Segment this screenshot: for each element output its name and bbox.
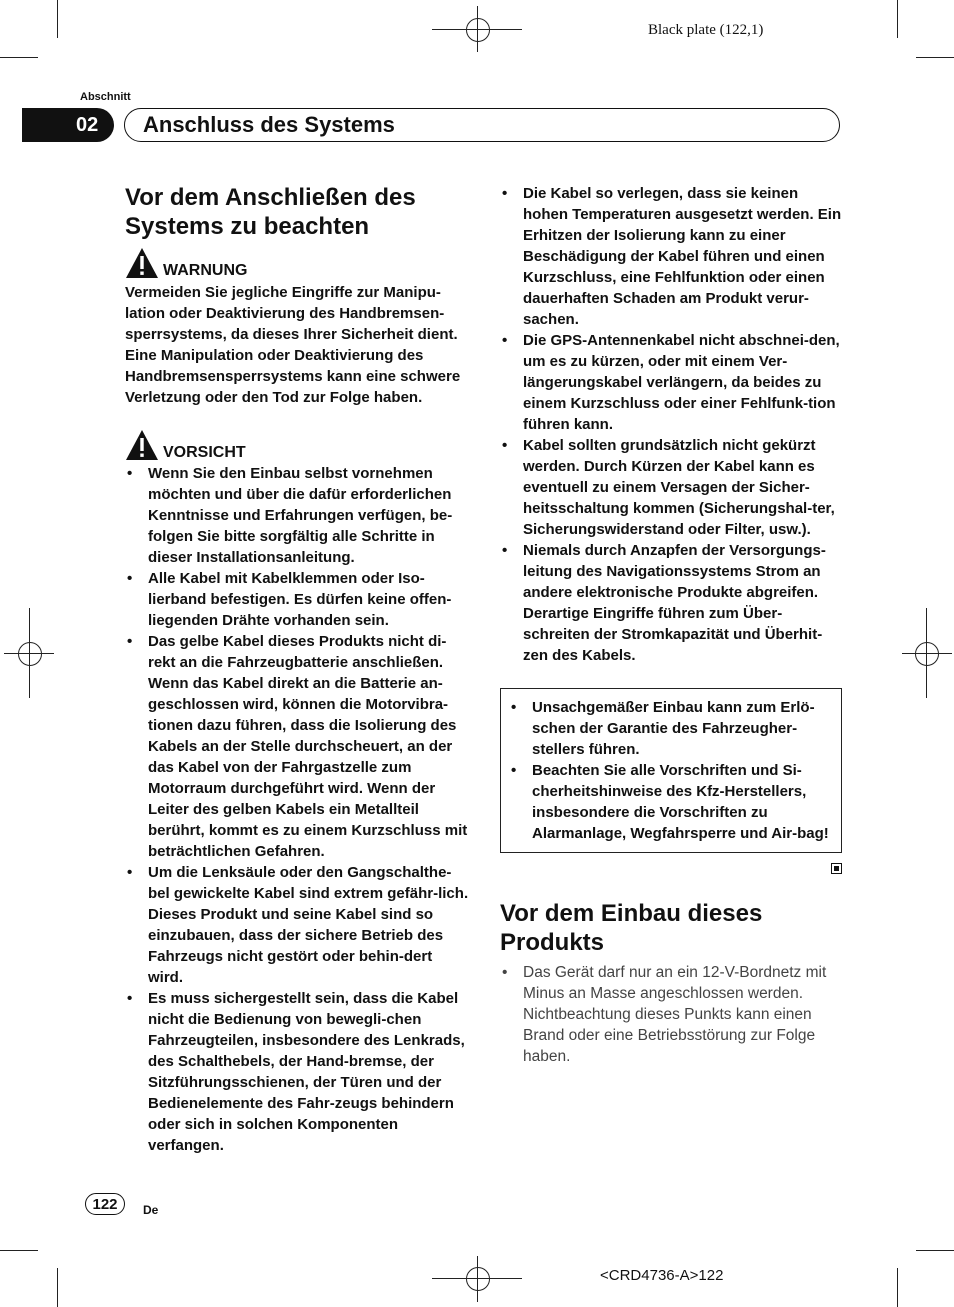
- page-heading: Vor dem Anschließen des Systems zu beachten: [125, 184, 416, 240]
- crop-mark: [57, 0, 58, 38]
- document-code: <CRD4736-A>122: [600, 1267, 724, 1284]
- list-item: • Das gelbe Kabel dieses Produkts nicht di-rekt an die Fahrzeugbatterie anschließen. Wenn das Kabel direkt an die Batterie an-geschlossen wird, können die Motorvibra-tionen dazu führen, dass die Isolierung des Kabels an der Stelle durchscheuert, an der das Kabel von der Fahrgastzelle zum Motorraum durchgeführt wird. Wenn der Leiter des gelben Kabels ein Metallteil berührt, kommt es zu einem Kurzschluss mit beträchtlichen Gefahren.: [125, 631, 470, 862]
- section-heading: Vor dem Einbau dieses Produkts: [500, 900, 763, 956]
- registration-mark: [466, 1267, 490, 1291]
- section-title-bar: [124, 108, 840, 142]
- section-label: Abschnitt: [80, 91, 131, 103]
- list-item: • Die GPS-Antennenkabel nicht abschnei-den, um es zu kürzen, oder mit einem Ver-längerungskabel verlängern, da beides zu einem Kurzschluss oder einer Fehlfunk-tion führen kann.: [500, 330, 842, 435]
- notice-list: [509, 697, 831, 844]
- list-item: • Um die Lenksäule oder den Gangschalthe-bel gewickelte Kabel sind extrem gefähr-lich. Dieses Produkt und seine Kabel sind so einzubauen, dass der sichere Betrieb des Fahrzeugs nicht gestört oder behin-dert wird.: [125, 862, 470, 988]
- caution-header: [125, 427, 470, 461]
- crop-mark: [57, 1268, 58, 1307]
- crop-mark: [897, 1268, 898, 1307]
- list-item: • Das Gerät darf nur an ein 12-V-Bordnetz mit Minus an Masse angeschlossen werden. Nichtbeachtung dieses Punkts kann einen Brand oder eine Betriebsstörung zur Folge haben.: [500, 962, 842, 1067]
- page-number: 122: [92, 1195, 118, 1213]
- plate-label: Black plate (122,1): [648, 22, 764, 38]
- warning-label: WARNUNG: [163, 262, 248, 279]
- registration-mark: [466, 18, 490, 42]
- warning-icon: [125, 247, 159, 279]
- language-code: De: [143, 1203, 159, 1217]
- left-column: [125, 183, 470, 1156]
- end-of-section-icon: [831, 863, 842, 874]
- list-item: • Die Kabel so verlegen, dass sie keinen hohen Temperaturen ausgesetzt werden. Ein Erhitzen der Isolierung kann zu einer Beschädigung der Kabel führen und einen Kurzschluss, eine Fehlfunktion oder einen dauerhaften Schaden am Produkt verur-sachen.: [500, 183, 842, 330]
- warning-header: [125, 245, 470, 279]
- warning-icon: [125, 429, 159, 461]
- list-item: • Wenn Sie den Einbau selbst vornehmen möchten und über die dafür erforderlichen Kenntnisse und Erfahrungen verfügen, be-folgen Sie bitte sorgfältig alle Schritte in dieser Installationsanleitung.: [125, 463, 470, 568]
- precaution-list: [500, 183, 842, 666]
- crop-mark: [897, 0, 898, 38]
- end-mark-row: [500, 863, 842, 874]
- list-item: • Niemals durch Anzapfen der Versorgungs-leitung des Navigationssystems Strom an andere elektronische Produkte abgreifen. Derartige Eingriffe führen zum Über-schreiten der Stromkapazität und Überhit-zen des Kabels.: [500, 540, 842, 666]
- list-item: • Es muss sichergestellt sein, dass die Kabel nicht die Bedienung von bewegli-chen Fahrzeugteilen, insbesondere des Lenkrads, des Schalthebels, der Hand-bremse, der Sitzführungsschienen, der Türen und der Bedienelemente des Fahr-zeugs behindern oder sich in solchen Komponenten verfangen.: [125, 988, 470, 1156]
- list-item: • Beachten Sie alle Vorschriften und Si-cherheitshinweise des Kfz-Herstellers, insbesondere die Vorschriften zu Alarmanlage, Wegfahrsperre und Air-bag!: [509, 760, 831, 844]
- crop-mark: [0, 1250, 38, 1251]
- page-number-badge: [85, 1193, 125, 1215]
- list-item: • Unsachgemäßer Einbau kann zum Erlö-schen der Garantie des Fahrzeugher-stellers führen.: [509, 697, 831, 760]
- section-number: 02: [76, 113, 99, 136]
- right-column: [500, 183, 842, 1067]
- caution-label: VORSICHT: [163, 444, 246, 461]
- list-item: • Alle Kabel mit Kabelklemmen oder Iso-lierband befestigen. Es dürfen keine offen-liegenden Drähte vorhanden sein.: [125, 568, 470, 631]
- caution-list: [125, 463, 470, 1156]
- registration-mark: [915, 642, 939, 666]
- section-title: Anschluss des Systems: [143, 112, 395, 137]
- crop-mark: [916, 1250, 954, 1251]
- warning-text: Vermeiden Sie jegliche Eingriffe zur Manipu-lation oder Deaktivierung des Handbremsen-sperrsystems, da dieses Ihrer Sicherheit dient. Eine Manipulation oder Deaktivierung des Handbremsensperrsystems kann eine schwere Verletzung oder den Tod zur Folge haben.: [125, 284, 461, 406]
- list-item: • Kabel sollten grundsätzlich nicht gekürzt werden. Durch Kürzen der Kabel kann es eventuell zu einem Versagen der Sicher-heitsschaltung kommen (Sicherungshal-ter, Sicherungswiderstand oder Filter, usw.).: [500, 435, 842, 540]
- crop-mark: [916, 57, 954, 58]
- section-number-badge: [22, 108, 114, 142]
- notice-box: [500, 688, 842, 853]
- install-list: [500, 962, 842, 1067]
- crop-mark: [0, 57, 38, 58]
- registration-mark: [18, 642, 42, 666]
